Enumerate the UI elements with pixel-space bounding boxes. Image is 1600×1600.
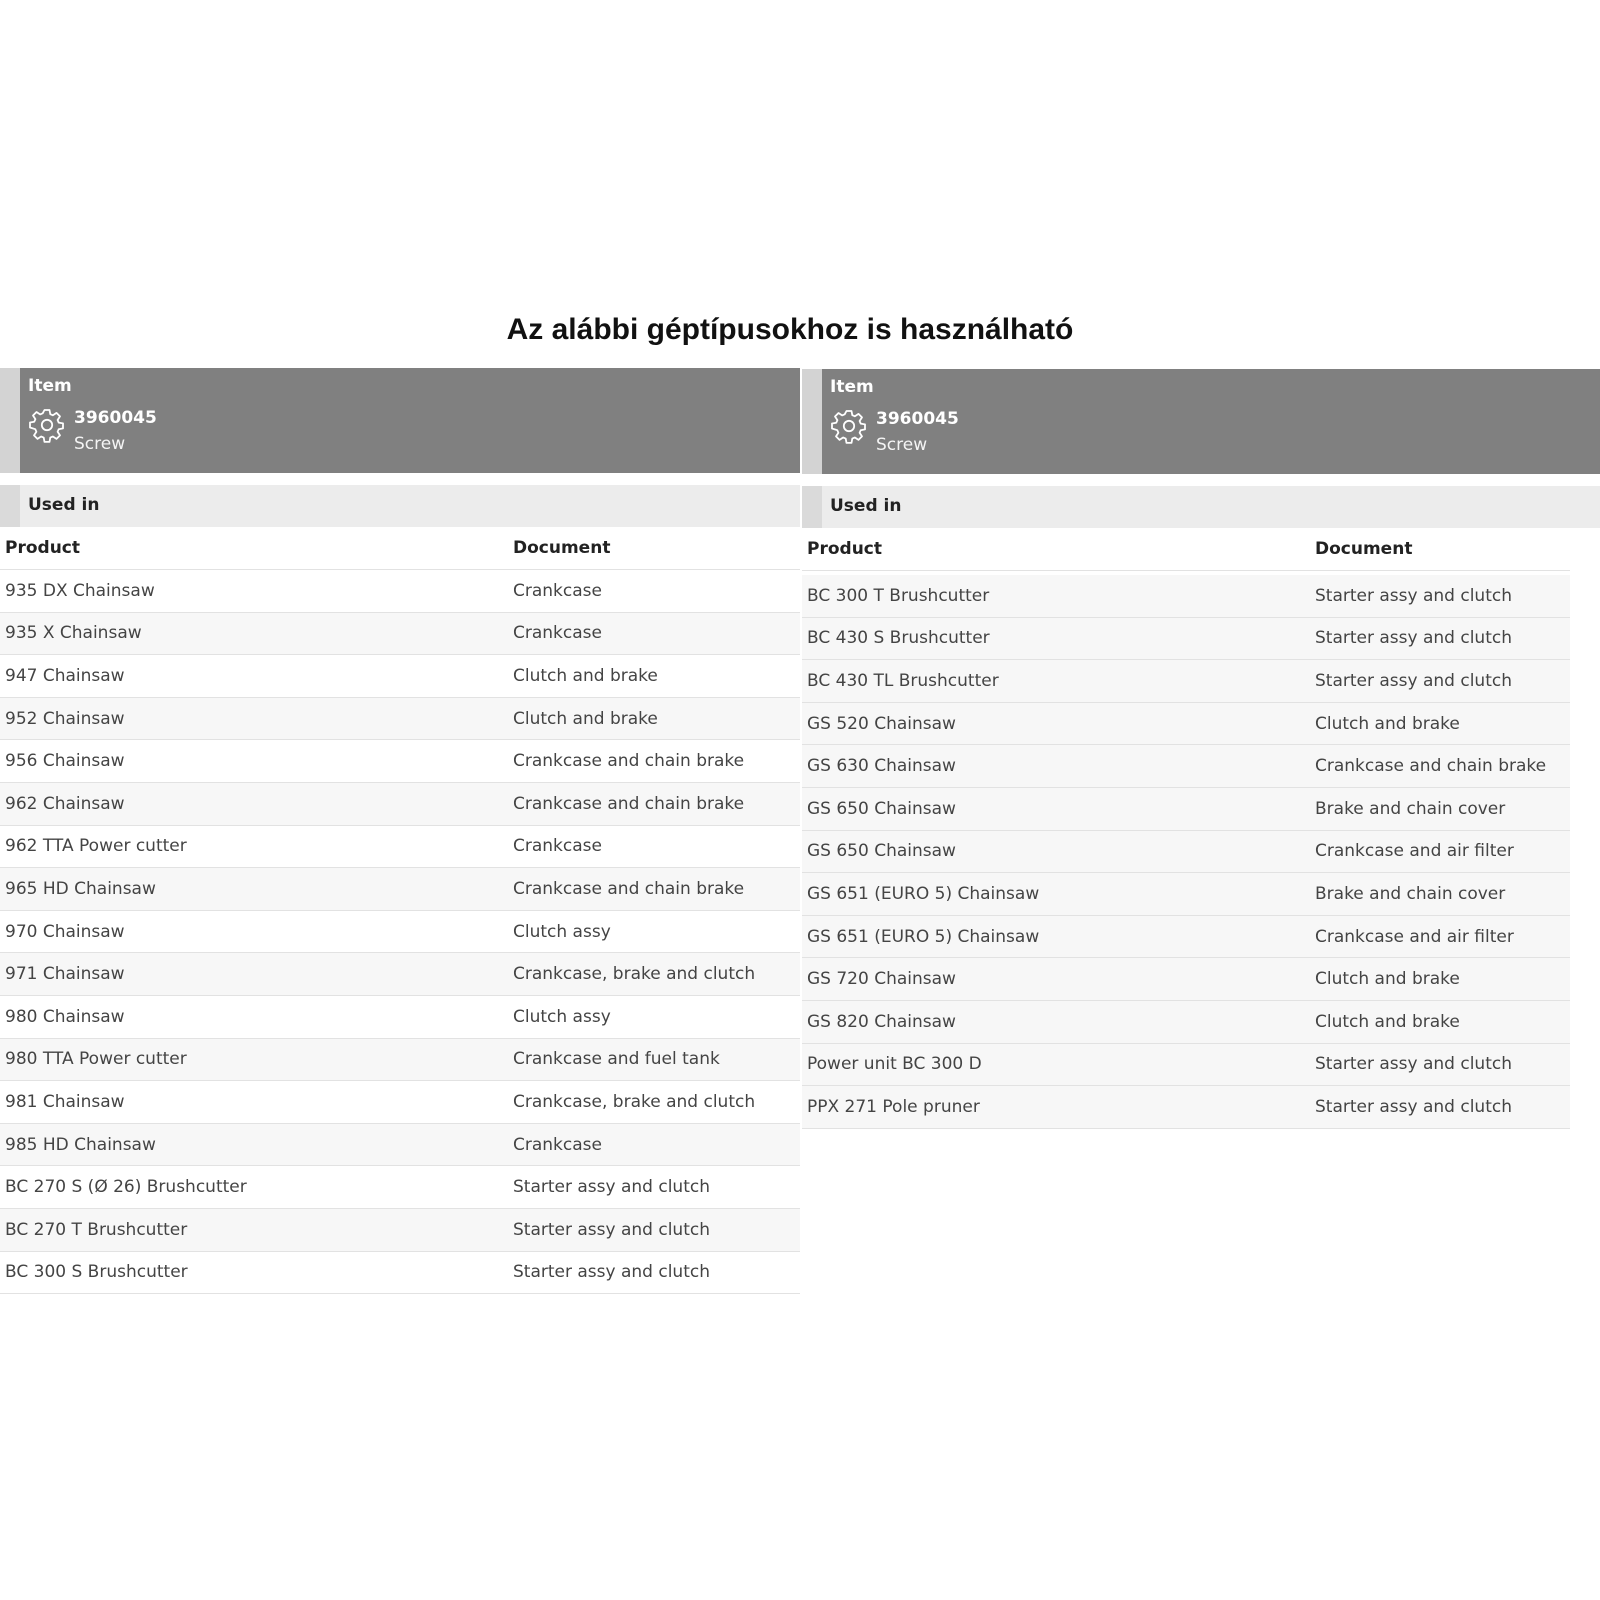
document-cell: Starter assy and clutch [1310, 575, 1570, 617]
document-cell: Crankcase [508, 825, 800, 868]
document-cell: Starter assy and clutch [508, 1208, 800, 1251]
product-cell: GS 650 Chainsaw [802, 830, 1310, 873]
document-cell: Crankcase [508, 612, 800, 655]
table-row [802, 1086, 1570, 1129]
table-row [802, 958, 1570, 1001]
table-row [802, 617, 1570, 660]
product-cell: 935 X Chainsaw [0, 612, 508, 655]
document-cell: Crankcase and air filter [1310, 830, 1570, 873]
header-stripe [802, 369, 822, 474]
product-cell: BC 430 S Brushcutter [802, 617, 1310, 660]
product-cell: 962 Chainsaw [0, 782, 508, 825]
product-cell: 985 HD Chainsaw [0, 1123, 508, 1166]
table-row [802, 1043, 1570, 1086]
table-row [0, 1038, 800, 1081]
used-in-panel-right [802, 369, 1600, 1129]
item-label: Item [28, 376, 72, 396]
table-row [802, 873, 1570, 916]
product-cell: 956 Chainsaw [0, 740, 508, 783]
product-cell: GS 520 Chainsaw [802, 702, 1310, 745]
document-cell: Clutch and brake [1310, 958, 1570, 1001]
document-cell: Clutch and brake [1310, 1000, 1570, 1043]
product-cell: 980 TTA Power cutter [0, 1038, 508, 1081]
item-description: Screw [74, 434, 126, 454]
table-row [802, 787, 1570, 830]
product-cell: 971 Chainsaw [0, 953, 508, 996]
product-cell: BC 300 S Brushcutter [0, 1251, 508, 1294]
table-body [802, 571, 1570, 1129]
document-cell: Crankcase [508, 570, 800, 613]
product-cell: 935 DX Chainsaw [0, 570, 508, 613]
table-row [802, 745, 1570, 788]
table-row [0, 1251, 800, 1294]
table-row [0, 953, 800, 996]
gear-icon [29, 407, 65, 443]
document-cell: Starter assy and clutch [1310, 1043, 1570, 1086]
document-cell: Starter assy and clutch [1310, 660, 1570, 703]
document-cell: Clutch assy [508, 910, 800, 953]
product-cell: PPX 271 Pole pruner [802, 1086, 1310, 1129]
item-description: Screw [876, 435, 928, 455]
product-cell: BC 270 T Brushcutter [0, 1208, 508, 1251]
table-row [0, 655, 800, 698]
item-header [0, 368, 800, 473]
gear-icon [831, 408, 867, 444]
document-cell: Clutch and brake [1310, 702, 1570, 745]
table-row [0, 910, 800, 953]
document-cell: Clutch and brake [508, 697, 800, 740]
product-cell: 952 Chainsaw [0, 697, 508, 740]
page-title: Az alábbi géptípusokhoz is használható [506, 313, 1074, 346]
document-cell: Starter assy and clutch [1310, 617, 1570, 660]
column-header-product: Product [0, 527, 508, 570]
item-number: 3960045 [876, 409, 959, 429]
table-row [0, 1208, 800, 1251]
table-row [802, 830, 1570, 873]
product-cell: 962 TTA Power cutter [0, 825, 508, 868]
table-row [0, 782, 800, 825]
document-cell: Crankcase and chain brake [508, 740, 800, 783]
document-cell: Crankcase and chain brake [1310, 745, 1570, 788]
document-cell: Crankcase, brake and clutch [508, 953, 800, 996]
product-cell: 947 Chainsaw [0, 655, 508, 698]
product-cell: BC 300 T Brushcutter [802, 575, 1310, 617]
document-cell: Starter assy and clutch [1310, 1086, 1570, 1129]
table-row [0, 1123, 800, 1166]
product-cell: BC 430 TL Brushcutter [802, 660, 1310, 703]
table-row [0, 697, 800, 740]
product-cell: GS 651 (EURO 5) Chainsaw [802, 873, 1310, 916]
table-row [0, 868, 800, 911]
table-body [0, 570, 800, 1294]
table-row [0, 570, 800, 613]
product-cell: 965 HD Chainsaw [0, 868, 508, 911]
document-cell: Brake and chain cover [1310, 787, 1570, 830]
document-cell: Crankcase, brake and clutch [508, 1081, 800, 1124]
used-in-header [0, 485, 800, 527]
table-row [0, 995, 800, 1038]
item-header [802, 369, 1600, 474]
product-cell: GS 650 Chainsaw [802, 787, 1310, 830]
document-cell: Crankcase and chain brake [508, 868, 800, 911]
table-row [0, 1081, 800, 1124]
document-cell: Crankcase and air filter [1310, 915, 1570, 958]
used-in-stripe [802, 486, 822, 528]
header-stripe [0, 368, 20, 473]
table-row [0, 612, 800, 655]
product-cell: GS 820 Chainsaw [802, 1000, 1310, 1043]
document-cell: Crankcase and fuel tank [508, 1038, 800, 1081]
column-header-document: Document [508, 527, 800, 570]
product-cell: 981 Chainsaw [0, 1081, 508, 1124]
document-cell: Brake and chain cover [1310, 873, 1570, 916]
product-cell: GS 630 Chainsaw [802, 745, 1310, 788]
document-cell: Crankcase [508, 1123, 800, 1166]
table-row [802, 702, 1570, 745]
item-label: Item [830, 377, 874, 397]
table-row [0, 740, 800, 783]
product-cell: 980 Chainsaw [0, 995, 508, 1038]
table-row [0, 1166, 800, 1209]
used-in-header [802, 486, 1600, 528]
item-number: 3960045 [74, 408, 157, 428]
used-in-stripe [0, 485, 20, 527]
table-row [0, 825, 800, 868]
used-in-label: Used in [830, 496, 902, 516]
column-header-product: Product [802, 528, 1310, 571]
table-row [802, 575, 1570, 617]
used-in-table [0, 527, 800, 1294]
product-cell: GS 720 Chainsaw [802, 958, 1310, 1001]
document-cell: Clutch and brake [508, 655, 800, 698]
document-cell: Starter assy and clutch [508, 1251, 800, 1294]
product-cell: GS 651 (EURO 5) Chainsaw [802, 915, 1310, 958]
document-cell: Clutch assy [508, 995, 800, 1038]
used-in-panel-left [0, 368, 800, 1294]
table-row [802, 660, 1570, 703]
product-cell: BC 270 S (Ø 26) Brushcutter [0, 1166, 508, 1209]
table-row [802, 1000, 1570, 1043]
product-cell: 970 Chainsaw [0, 910, 508, 953]
used-in-table [802, 528, 1570, 1129]
used-in-label: Used in [28, 495, 100, 515]
product-cell: Power unit BC 300 D [802, 1043, 1310, 1086]
document-cell: Crankcase and chain brake [508, 782, 800, 825]
column-header-document: Document [1310, 528, 1570, 571]
table-row [802, 915, 1570, 958]
document-cell: Starter assy and clutch [508, 1166, 800, 1209]
